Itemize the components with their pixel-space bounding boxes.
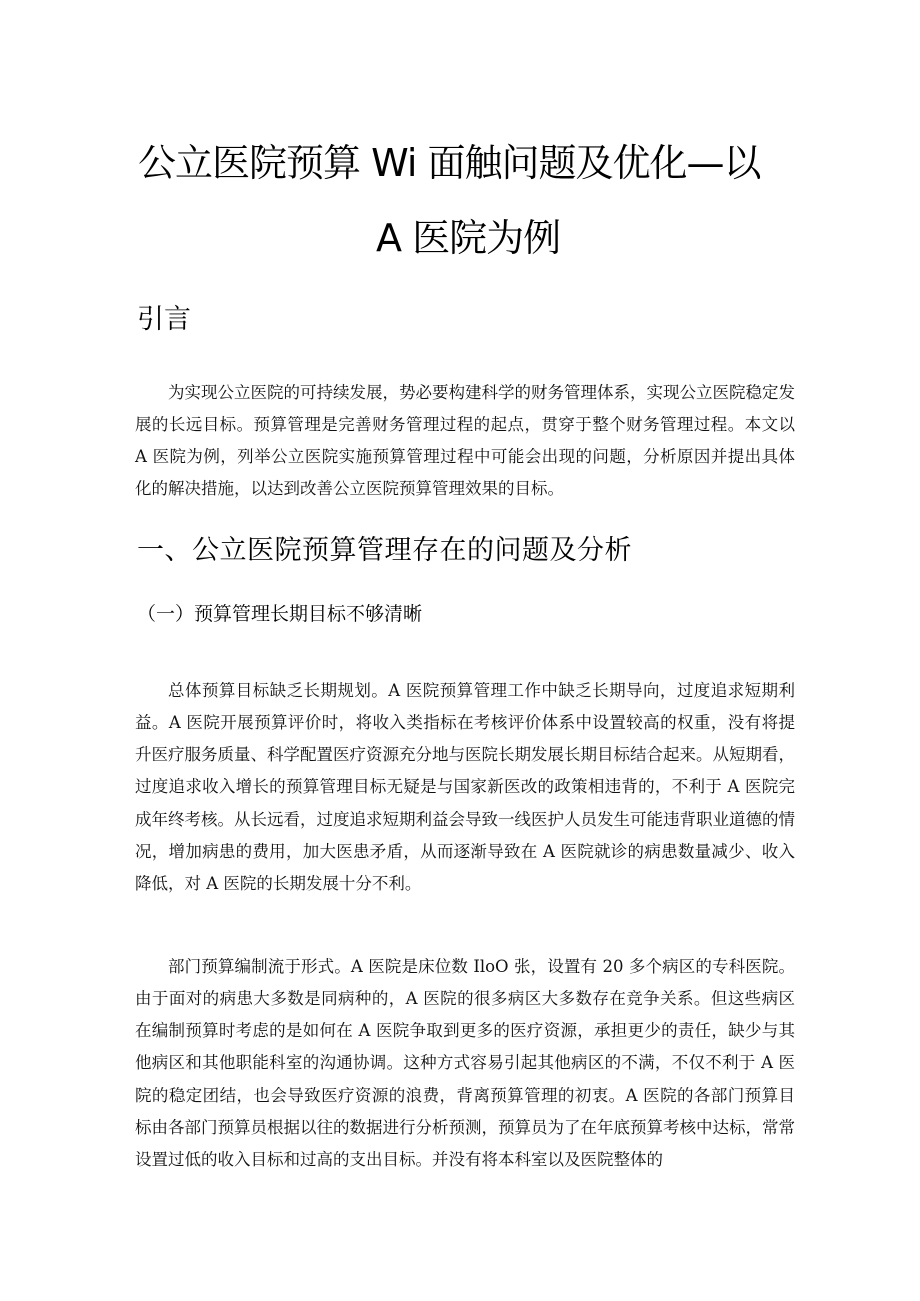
- body-paragraph-1: 总体预算目标缺乏长期规划。A 医院预算管理工作中缺乏长期导向，过度追求短期利益。A 医院开展预算评价时，将收入类指标在考核评价体系中设置较高的权重，没有将提升医疗服务质量、科学配置医疗资源充分地与医院长期发展长期目标结合起来。从短期看，过度追求收入增长的预算管理目标无疑是与国家新医改的政策相违背的，不利于 A 医院完成年终考核。从长远看，过度追求短期利益会导致一线医护人员发生可能违背职业道德的情况，增加病患的费用，加大医患矛盾，从而逐渐导致在 A 医院就诊的病患数量减少、收入降低，对 A 医院的长期发展十分不利。: [135, 680, 795, 894]
- subsection1-heading: （一）预算管理长期目标不够清晰: [137, 603, 423, 625]
- document-title-line2: A 医院为例: [376, 216, 561, 260]
- body-paragraph-2: 部门预算编制流于形式。A 医院是床位数 IloO 张，设置有 20 多个病区的专科医院。由于面对的病患大多数是同病种的，A 医院的很多病区大多数存在竞争关系。但这些病区在编制预算时考虑的是如何在 A 医院争取到更多的医疗资源，承担更少的责任，缺少与其他病区和其他职能科室的沟通协调。这种方式容易引起其他病区的不满，不仅不利于 A 医院的稳定团结，也会导致医疗资源的浪费，背离预算管理的初衷。A 医院的各部门预算目标由各部门预算员根据以往的数据进行分析预测，预算员为了在年底预算考核中达标，常常设置过低的收入目标和过高的支出目标。并没有将本科室以及医院整体的: [135, 956, 795, 1170]
- section1-heading: 一、公立医院预算管理存在的问题及分析: [137, 535, 632, 566]
- intro-heading: 引言: [137, 304, 191, 335]
- document-title-line1: 公立医院预算 Wi 面触问题及优化—以: [138, 141, 761, 185]
- intro-paragraph: 为实现公立医院的可持续发展，势必要构建科学的财务管理体系，实现公立医院稳定发展的长远目标。预算管理是完善财务管理过程的起点，贯穿于整个财务管理过程。本文以 A 医院为例，列举公立医院实施预算管理过程中可能会出现的问题，分析原因并提出具体化的解决措施，以达到改善公立医院预算管理效果的目标。: [135, 382, 795, 499]
